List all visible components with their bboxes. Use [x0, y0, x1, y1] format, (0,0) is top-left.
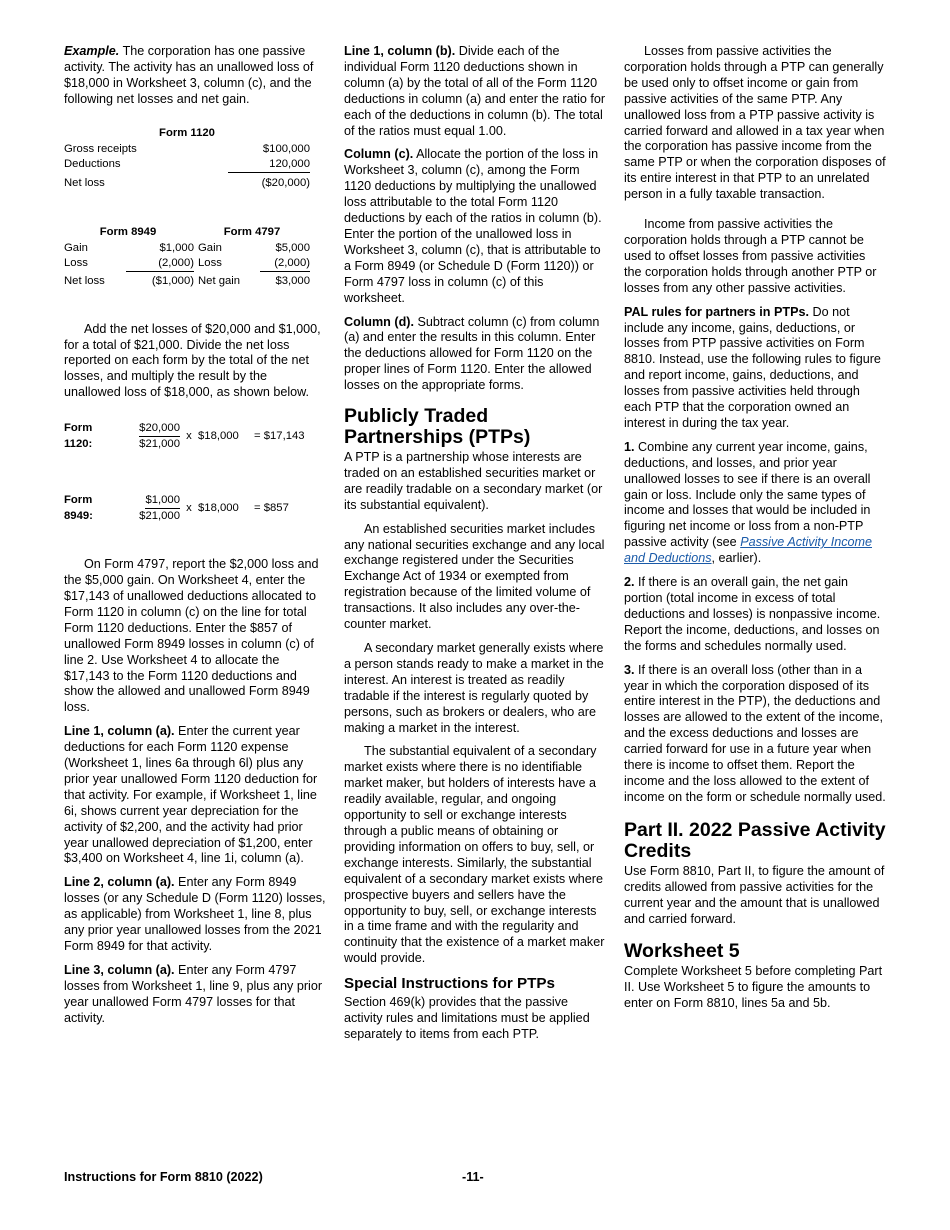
- row-value: $100,000: [262, 142, 310, 155]
- row-label: Loss: [198, 256, 222, 269]
- part2-paragraph: Use Form 8810, Part II, to figure the amount of credits allowed from passive activities for the current year and the amount that is unallowed and carried forward.: [624, 863, 885, 926]
- example-paragraph: [64, 44, 326, 108]
- calc-multiplier: $18,000: [198, 501, 239, 514]
- line2a-paragraph: Line 2, column (a). Enter any Form 8949 losses (or any Schedule D (Form 1120) losses, as applicable) from Worksheet 1, line 8, plus any prior year unallowed losses from the 2021 Form 8949 for that activity.: [64, 875, 326, 953]
- times-sign: x: [186, 429, 192, 442]
- on4797-paragraph: On Form 4797, report the $2,000 loss and the $5,000 gain. On Worksheet 4, enter the $17,143 of unallowed deductions allocated to Form 1120 in column (c) on the line for total Form 1120 deductions. Enter the $857 of unallowed Form 8949 losses in column (c) of line 2. Use Worksheet 4 to allocate the $17,143 to the Form 1120 deductions and show the allowed and unallowed Form 8949 loss.: [64, 557, 319, 715]
- column-left: [64, 44, 326, 1035]
- row-value: (2,000): [126, 256, 194, 272]
- ptp-paragraph: The substantial equivalent of a secondary market exists where there is no identifiable market maker, but holders of interests have a readily available, regular, and ongoing opportunity to sell or exchange interests through a public means of obtaining or providing information on offers to buy, sell, or exchange interests. Similarly, the substantial equivalent of a secondary market exists where prospective buyers and sellers have the opportunity to buy, sell, or exchange interests in a time frame and with the regularity and continuity that the existence of a market maker would provide.: [344, 744, 605, 966]
- calc-1120: [64, 419, 326, 453]
- row-value: (2,000): [260, 256, 310, 272]
- part2-heading: Part II. 2022 Passive Activity Credits: [624, 818, 886, 862]
- page-number: -11-: [462, 1170, 484, 1184]
- row-value: $5,000: [275, 241, 310, 254]
- form1120-row: [64, 176, 310, 191]
- row-label: Gain: [64, 241, 88, 254]
- rule-item-2: 2. If there is an overall gain, the net gain portion (total income in excess of total deductions and losses) is nonpassive income. Report the income, deductions, and losses on the forms and schedules normally used.: [624, 575, 881, 653]
- colc-paragraph: Column (c). Allocate the portion of the loss in Worksheet 3, column (c), among the Form 1120 deductions by multiplying the unallowed loss attributable to the total Form 1120 deductions by each of the ratios in column (b). Enter the portion of the unallowed loss in Worksheet 3, column (c), that is attributable to a Form 8949 (or Schedule D (Form 1120)) or Form 4797 loss in column (c) of this worksheet.: [344, 147, 602, 305]
- ptp-income-paragraph: Income from passive activities the corporation holds through a PTP cannot be used to offset losses from passive activities the corporation holds through another PTP or losses from any other passive activities.: [624, 217, 877, 295]
- calc-label: Form: [64, 494, 93, 507]
- special-paragraph: Section 469(k) provides that the passive activity rules and limitations must be applied separately to items from each PTP.: [344, 995, 590, 1041]
- column-right: [624, 44, 886, 1020]
- form1120-table: [64, 126, 310, 191]
- line1b-paragraph: Line 1, column (b). Divide each of the individual Form 1120 deductions shown in column (a) by the total of all of the Form 1120 deductions in column (a) and enter the ratio for each of the deductions in column (b). The total of the ratios must equal 1.00.: [344, 44, 606, 138]
- example-lead: Example.: [64, 44, 120, 58]
- rule-item-1: 1. Combine any current year income, gains, deductions, and losses, and prior year unallowed losses to see if there is an overall gain or loss. Include only the same types of income and losses that would be included in figuring net income or loss from a non-PTP passive activity (see Passive Activity Income and Deductions, earlier).: [624, 439, 872, 566]
- row-value: ($1,000): [151, 274, 194, 287]
- form1120-row: [64, 157, 310, 173]
- line3a-paragraph: Line 3, column (a). Enter any Form 4797 losses from Worksheet 1, line 9, plus any prior year unallowed Form 4797 losses for that activity.: [64, 962, 323, 1025]
- special-heading: Special Instructions for PTPs: [344, 975, 555, 993]
- calc-label: 8949:: [64, 510, 93, 523]
- form8949-4797-table: [64, 225, 312, 289]
- worksheet5-paragraph: Complete Worksheet 5 before completing Part II. Use Worksheet 5 to figure the amounts to enter on Form 8810, lines 5a and 5b.: [624, 964, 883, 1011]
- example-text: The corporation has one passive activity. The activity has an unallowed loss of $18,000 in Worksheet 3, column (c), and the following net losses and net gain.: [64, 44, 314, 106]
- calc-8949: [64, 491, 326, 525]
- ptp-heading: Publicly Traded Partnerships (PTPs): [344, 405, 531, 449]
- row-value: $1,000: [159, 241, 194, 254]
- footer-form-title: Instructions for Form 8810 (2022): [64, 1170, 263, 1184]
- row-label: Deductions: [64, 157, 121, 170]
- row-label: Gross receipts: [64, 142, 137, 155]
- column-middle: [344, 44, 606, 1051]
- calc-fraction: $\frac{\$1,000}{\$21,000}$: [139, 493, 180, 522]
- row-value: ($20,000): [261, 176, 310, 189]
- cold-paragraph: Column (d). Subtract column (c) from column (a) and enter the results in this column. Enter the deductions allowed for Form 1120 on the proper lines of Form 1120. Enter the allowed losses on the appropriate forms.: [344, 314, 600, 393]
- form1120-row: [64, 142, 310, 157]
- row-label: Gain: [198, 241, 222, 254]
- calc-label: 1120:: [64, 438, 93, 451]
- worksheet5-heading: Worksheet 5: [624, 940, 740, 963]
- form1120-title: Form 1120: [159, 126, 215, 139]
- ptp-paragraph: An established securities market includes any national securities exchange and any local exchange registered under the Securities Exchange Act of 1934 or exempted from registration because of the limited volume of transactions. It also includes any over-the-counter market.: [344, 521, 605, 632]
- form8949-title: Form 8949: [99, 225, 157, 238]
- add-paragraph: Add the net losses of $20,000 and $1,000, for a total of $21,000. Divide the net loss reported on each form by the total of the net losses, and multiply the result by the unallowed loss of $18,000, as shown below.: [64, 321, 321, 400]
- row-value: 120,000: [228, 157, 310, 173]
- calc-label: Form: [64, 422, 93, 435]
- row-label: Net loss: [64, 176, 105, 189]
- row-value: $3,000: [275, 274, 310, 287]
- calc-fraction: $\frac{\$20,000}{\$21,000}$: [139, 421, 180, 450]
- calc-multiplier: $18,000: [198, 429, 239, 442]
- times-sign: x: [186, 501, 192, 514]
- form4797-title: Form 4797: [223, 225, 281, 238]
- calc-result: = $17,143: [254, 429, 305, 442]
- row-label: Net gain: [198, 274, 241, 287]
- pal-paragraph: PAL rules for partners in PTPs. Do not include any income, gains, deductions, or losses from PTP passive activities on Form 8810. Instead, use the following rules to figure and report income, gains, deductions, and losses from passive activities held through each PTP that the corporation owned an interest in during the tax year.: [624, 304, 881, 430]
- ptp-loss-paragraph: Losses from passive activities the corporation holds through a PTP can generally be used only to offset income or gain from passive activities of the same PTP. Any unallowed loss from a PTP passive activity is carried forward and allowed in a tax year when the corporation has passive income from the same PTP or when the corporation disposes of its entire interest in that PTP to an unrelated person in a fully taxable transaction.: [624, 44, 886, 202]
- row-label: Loss: [64, 256, 88, 269]
- passive-activity-link[interactable]: Passive Activity Income and Deductions: [624, 535, 872, 566]
- rule-item-3: 3. If there is an overall loss (other than in a year in which the corporation disposed of its entire interest in the PTP), the deductions and losses are allowed to the extent of the income, and the excess deductions and losses are carried forward for use in a future year when there is income to offset them. Report the income and the loss allowed to the extent of income on the form or schedule normally used.: [624, 662, 886, 804]
- calc-result: = $857: [254, 501, 289, 514]
- ptp-paragraph: A PTP is a partnership whose interests are traded on an established securities market or are readily tradable on a secondary market (or its substantial equivalent).: [344, 450, 603, 512]
- ptp-paragraph: A secondary market generally exists where a person stands ready to make a market in the interest. An interest is treated as readily tradable if the interest is regularly quoted by persons, such as brokers or dealers, who are making a market in the interest.: [344, 641, 604, 735]
- line1a-paragraph: Line 1, column (a). Enter the current year deductions for each Form 1120 expense (Worksheet 1, lines 6a through 6l) plus any prior year unallowed Form 1120 deduction for that activity. For example, if Worksheet 1, line 6i, shows current year depreciation for the activity of $2,200, and the activity had prior year unallowed depreciation of $1,200, enter $3,400 on Worksheet 4, line 1i, column (a).: [64, 724, 318, 866]
- row-label: Net loss: [64, 274, 105, 287]
